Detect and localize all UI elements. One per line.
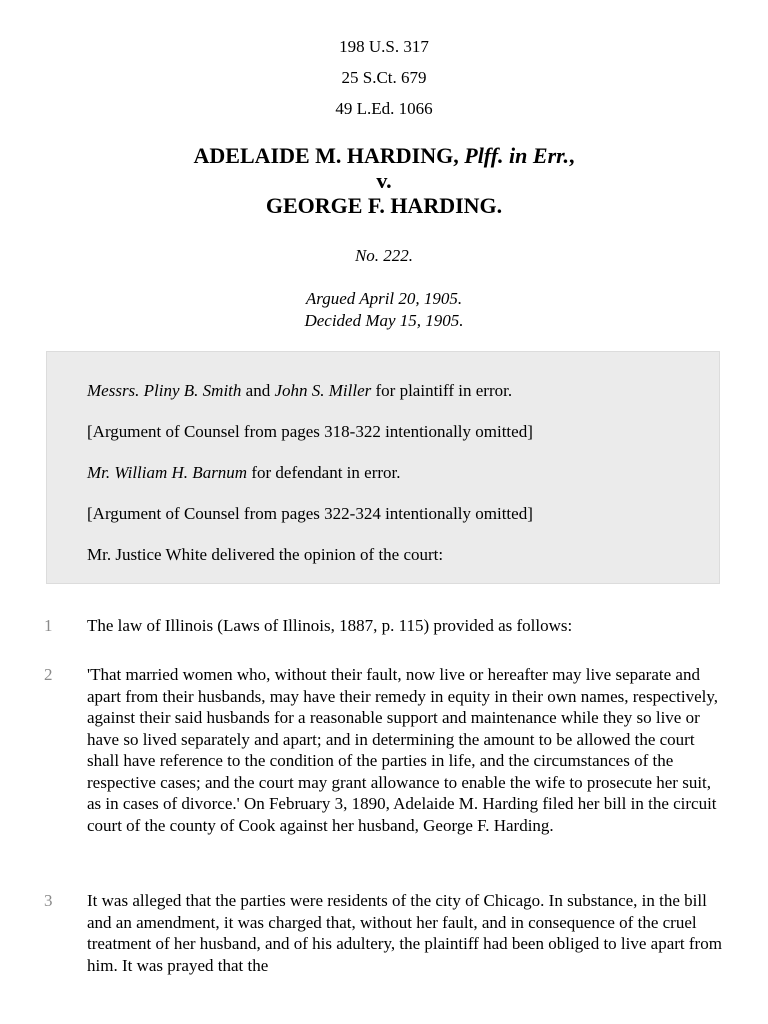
paragraph-number: 2 xyxy=(44,665,53,684)
counsel-name-2: John S. Miller xyxy=(274,381,372,400)
citations xyxy=(0,34,768,127)
opinion-intro: Mr. Justice White delivered the opinion of the court: xyxy=(87,545,444,564)
counsel-defendant-role: for defendant in error. xyxy=(247,463,401,482)
counsel-name-3: Mr. William H. Barnum xyxy=(87,463,248,482)
argument-omitted-2: [Argument of Counsel from pages 322-324 intentionally omitted] xyxy=(87,504,533,523)
paragraph-number: 1 xyxy=(44,616,53,635)
case-dates xyxy=(0,288,768,332)
counsel-defendant xyxy=(87,462,401,484)
paragraph-number: 3 xyxy=(44,891,53,910)
paragraph-text: 'That married women who, without their fault, now live or hereafter may live separate and apart from their husbands, may have their remedy in equity in their own names, respectively, against their said husbands for a reasonable support and maintenance while they so live or have so lived separately and apart; and in determining the amount to be allowed the court shall have reference to the condition of the parties in life, and the circumstances of the respective cases; and the court may grant allowance to enable the wife to prosecute her suit, as in cases of divorce.' On February 3, 1890, Adelaide M. Harding filed her bill in the circuit court of the county of Cook against her husband, George F. Harding. xyxy=(87,665,719,835)
docket-number: No. 222. xyxy=(354,246,414,265)
case-title-plaintiff-line xyxy=(0,143,768,168)
case-title xyxy=(0,143,768,218)
citation-led: 49 L.Ed. 1066 xyxy=(335,99,433,118)
argued-date: Argued April 20, 1905. xyxy=(305,289,463,308)
plaintiff-role: Plff. in Err. xyxy=(464,143,569,168)
counsel-name-1: Messrs. Pliny B. Smith xyxy=(87,381,242,400)
argument-omitted-1: [Argument of Counsel from pages 318-322 intentionally omitted] xyxy=(87,422,533,441)
plaintiff-suffix: , xyxy=(569,143,575,168)
paragraph-text: The law of Illinois (Laws of Illinois, 1887, p. 115) provided as follows: xyxy=(87,616,573,635)
counsel-box xyxy=(46,351,720,584)
plaintiff-name: ADELAIDE M. HARDING, xyxy=(193,143,459,168)
counsel-plaintiff-role: for plaintiff in error. xyxy=(371,381,513,400)
decided-date: Decided May 15, 1905. xyxy=(304,311,464,330)
versus: v. xyxy=(376,168,392,193)
citation-sct: 25 S.Ct. 679 xyxy=(341,68,427,87)
citation-us: 198 U.S. 317 xyxy=(339,37,429,56)
defendant-name: GEORGE F. HARDING. xyxy=(265,193,503,218)
paragraph-text: It was alleged that the parties were residents of the city of Chicago. In substance, in the bill and an amendment, it was charged that, without her fault, and in consequence of the cruel treatment of her husband, and of his adultery, the plaintiff had been obliged to live apart from him. It was prayed that the xyxy=(87,891,722,975)
counsel-and: and xyxy=(241,381,275,400)
counsel-plaintiff xyxy=(87,380,512,402)
